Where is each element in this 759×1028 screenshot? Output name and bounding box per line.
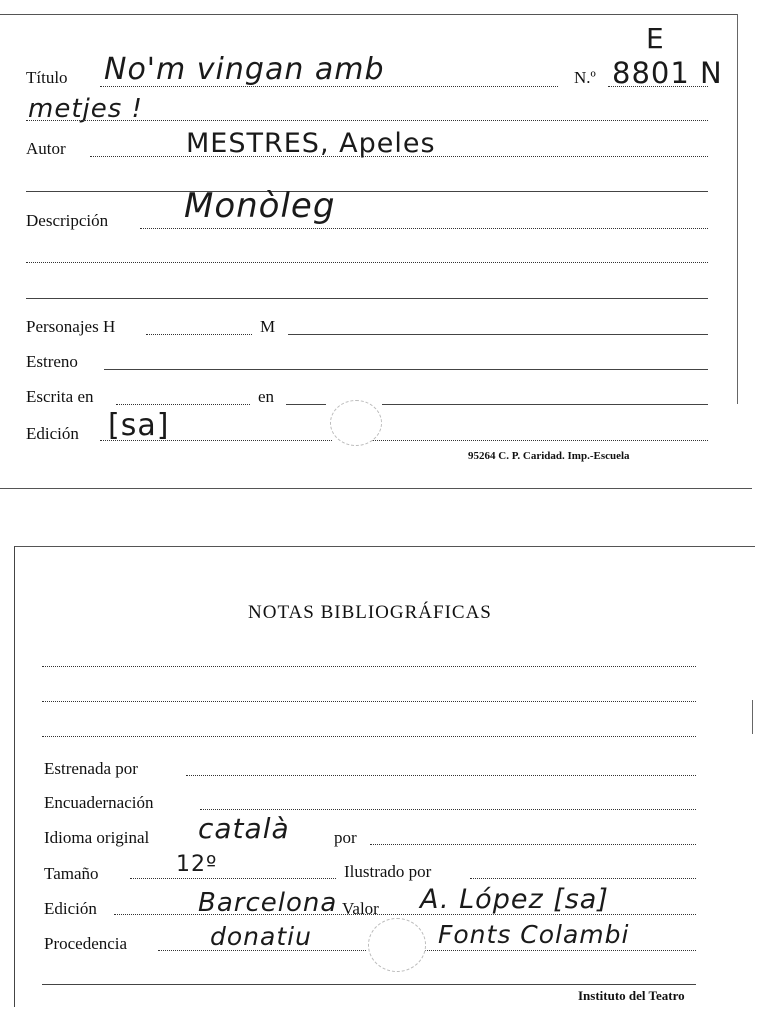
punch-hole-2: [368, 918, 426, 972]
titulo-line: [100, 86, 558, 87]
descripcion-label: Descripción: [26, 211, 109, 230]
ilustrado-label: Ilustrado por: [344, 862, 432, 881]
autor-label: Autor: [26, 139, 66, 158]
edicion-line-a: [100, 440, 332, 441]
estrenada-label: Estrenada por: [44, 759, 138, 778]
en-label: en: [258, 387, 275, 406]
edicion-value: [sa]: [108, 408, 170, 443]
procedencia-value: donatiu: [210, 922, 312, 951]
notas-heading: NOTAS BIBLIOGRÁFICAS: [248, 602, 492, 623]
procedencia-label: Procedencia: [44, 934, 128, 953]
por-line: [370, 844, 696, 845]
tamano-value: 12º: [176, 852, 218, 877]
por-label: por: [334, 828, 357, 847]
numero-value: 8801 N: [612, 56, 723, 90]
encuadernacion-label: Encuadernación: [44, 793, 154, 812]
autor-line: [90, 156, 708, 157]
estreno-label: Estreno: [26, 352, 78, 371]
tamano-label: Tamaño: [44, 864, 99, 883]
card-edge: [737, 14, 738, 404]
encuadernacion-line: [200, 809, 696, 810]
titulo-value: No'm vingan amb: [104, 52, 385, 87]
edicion2-value: Barcelona: [198, 888, 338, 918]
personajes-m-line: [288, 334, 708, 335]
blank-line-1: [26, 191, 708, 192]
ilustrado-line: [470, 878, 696, 879]
notas-line-2: [42, 701, 696, 702]
titulo-line-2: [26, 120, 708, 121]
notas-line-1: [42, 666, 696, 667]
valor-value: A. López [sa]: [420, 884, 609, 915]
tamano-line: [130, 878, 336, 879]
valor-label: Valor: [342, 899, 379, 918]
idioma-value: català: [198, 812, 290, 845]
personajes-h-line: [146, 334, 252, 335]
edicion-label: Edición: [26, 424, 79, 443]
titulo-value-cont: metjes !: [28, 94, 143, 124]
numero-label: N.º: [574, 68, 596, 87]
bottom-rule: [42, 984, 696, 985]
punch-hole: [330, 400, 382, 446]
en-line-a: [286, 404, 326, 405]
edge-mark: [752, 700, 753, 734]
estrenada-line: [186, 775, 696, 776]
idioma-label: Idioma original: [44, 828, 150, 847]
escrita-label: Escrita en: [26, 387, 94, 406]
edicion2-line: [114, 914, 696, 915]
procedencia-line-a: [158, 950, 366, 951]
en-line-b: [382, 404, 708, 405]
notas-line-3: [42, 736, 696, 737]
blank-line-3: [26, 298, 708, 299]
titulo-label: Título: [26, 68, 68, 87]
procedencia-line-b: [424, 950, 696, 951]
edicion2-label: Edición: [44, 899, 97, 918]
edicion-line-b: [372, 440, 708, 441]
personajes-label: Personajes H: [26, 317, 116, 336]
estreno-line: [104, 369, 708, 370]
blank-line-2: [26, 262, 708, 263]
numero-line: [608, 86, 708, 87]
descripcion-value: Monòleg: [184, 186, 336, 226]
procedencia-extra: Fonts Colambi: [438, 920, 630, 949]
m-label: M: [260, 317, 276, 336]
autor-value: MESTRES, Apeles: [186, 128, 436, 159]
descripcion-line: [140, 228, 708, 229]
card-bottom-edge: [0, 488, 752, 489]
escrita-line: [116, 404, 250, 405]
numero-mark: E: [646, 22, 665, 55]
printer-imprint: 95264 C. P. Caridad. Imp.-Escuela: [468, 450, 630, 462]
institution-imprint: Instituto del Teatro: [578, 988, 685, 1003]
